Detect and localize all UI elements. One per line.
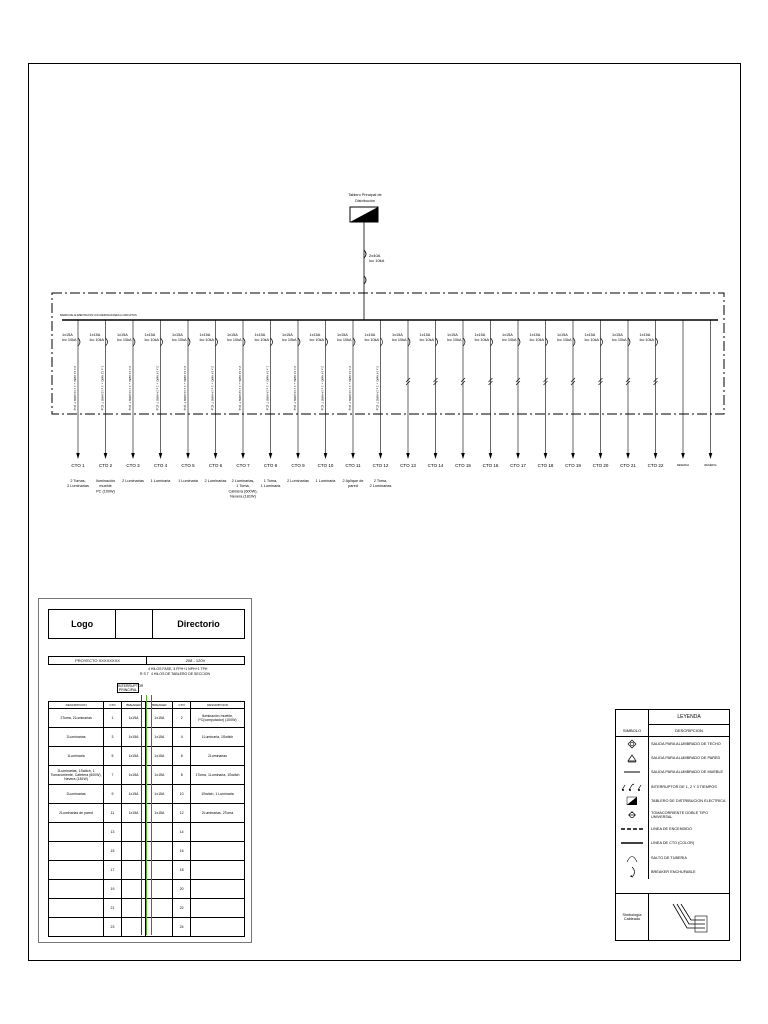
arrow-icon: [159, 453, 163, 459]
wire-spec: 2 x 12 AWG + 1 x 12 AWG T (Cu): [238, 366, 242, 411]
table-cell: 7: [104, 766, 122, 785]
circuit-description: 2 Toma,: [373, 479, 388, 483]
legend-description: LINEA DE CTO (COLOR): [651, 841, 695, 846]
circuit-description: 1 Luminaria: [178, 479, 198, 483]
table-cell: 13: [104, 823, 122, 842]
table-cell: [49, 842, 104, 861]
legend-description: INTERRUPTOR DE 1, 2 Y 3 TIEMPOS: [651, 784, 717, 789]
wire-spec: 2 x 14 AWG + 1 x 14 AWG T (Cu): [320, 366, 325, 411]
table-cell: [146, 899, 173, 918]
table-cell: CTO: [104, 702, 122, 709]
circuit-13: [392, 320, 416, 468]
circuit-description: 2 Luminarias,: [231, 479, 255, 483]
table-cell: [49, 880, 104, 899]
project-row: [48, 656, 245, 665]
arrow-icon: [406, 453, 410, 459]
breaker-icon: [78, 338, 80, 346]
directory-panel: [38, 598, 252, 943]
table-cell: [146, 823, 173, 842]
circuit-18: [530, 320, 554, 468]
legend-columns: [616, 725, 729, 737]
circuit-label: CTO 4: [153, 463, 168, 468]
furniture-light-icon: [616, 765, 649, 779]
arrow-icon: [76, 453, 80, 459]
panel-enclosure: [52, 293, 724, 414]
table-cell: 18: [173, 861, 191, 880]
table-cell: [121, 861, 146, 880]
table-cell: 2Luminarias de pared: [49, 804, 104, 823]
breaker-rating: 1x15A: [529, 333, 541, 337]
circuit-5: [172, 320, 199, 483]
legend-item: [616, 737, 729, 751]
table-cell: [190, 918, 244, 937]
arrow-icon: [489, 453, 493, 459]
legend-description: SALIDA PARA ALUMBRADO DE PARED: [651, 756, 721, 761]
table-cell: 1x15A: [121, 785, 146, 804]
legend-col-desc: DESCRIPCION: [675, 728, 703, 733]
circuit-label: CTO 13: [400, 463, 416, 468]
table-cell: 2: [173, 709, 191, 728]
table-cell: [49, 899, 104, 918]
circuit-description: Iluminación: [95, 479, 116, 483]
arrow-icon: [186, 453, 190, 459]
table-cell: [190, 899, 244, 918]
wiring-label: Simbología Cableado: [616, 894, 649, 940]
table-cell: 1Luminaria, 1Switch: [190, 728, 244, 747]
table-cell: 4: [173, 728, 191, 747]
circuit-description: Cafetera (600W),: [228, 489, 258, 494]
board-title-2: Distribución: [355, 199, 375, 203]
arrow-icon: [269, 453, 273, 459]
circuit-description: pared: [348, 484, 358, 489]
legend-description: SALIDA PARA ALUMBRADO DE MUEBLE: [651, 770, 724, 775]
wire-spec: 2 x 14 AWG + 1 x 14 AWG T (Cu): [348, 366, 352, 411]
circuit-23: [677, 320, 689, 467]
arrow-icon: [351, 453, 355, 459]
legend-description: SALIDA PARA ALUMBRADO DE TECHO: [651, 742, 721, 747]
arrow-icon: [516, 453, 520, 459]
breaker-rating: 1x15A: [474, 333, 486, 337]
table-cell: 1x15A: [146, 747, 173, 766]
breaker-rating: 1x15A: [392, 333, 403, 337]
table-cell: 1x15A: [146, 728, 173, 747]
phase-bar-s: [146, 695, 147, 935]
wire-spec: 2 x 14 AWG + 1 x 14 AWG T (Cu): [155, 366, 160, 411]
circuit-branches: [62, 320, 717, 499]
table-cell: 1x15A: [121, 766, 146, 785]
breaker-rating: 1x15A: [62, 333, 73, 337]
table-cell: 1: [104, 709, 122, 728]
legend-item: [616, 765, 729, 779]
legend-description: TOMACORRIENTE DOBLE TIPO UNIVERSAL: [651, 811, 709, 820]
table-cell: 1x15A: [121, 747, 146, 766]
spacer-cell: [116, 610, 153, 638]
table-cell: 1Luminaria: [49, 747, 104, 766]
legend-item: [616, 822, 729, 836]
breaker-rating: Icc 10kA: [309, 338, 325, 342]
legend-item: [616, 836, 729, 850]
table-cell: 6: [173, 747, 191, 766]
circuit-description: 1 Luminaria: [150, 479, 171, 483]
breaker-rating: 1x15A: [337, 333, 348, 337]
breaker-icon: [616, 865, 649, 879]
table-cell: [121, 899, 146, 918]
table-cell: Iluminación mueble, PC(computador) (100W): [190, 709, 244, 728]
table-cell: [49, 823, 104, 842]
legend-item: [616, 794, 729, 808]
breaker-rating: Icc 10kA: [364, 338, 380, 342]
legend-item: [616, 865, 729, 879]
table-cell: 17: [104, 861, 122, 880]
table-cell: [121, 823, 146, 842]
circuit-label: CTO 17: [510, 463, 526, 468]
circuit-20: [585, 320, 609, 468]
circuit-label: CTO 20: [592, 463, 609, 468]
circuit-label: CTO 7: [236, 463, 250, 468]
breaker-rating: 1x15A: [447, 333, 458, 337]
wall-light-icon: [616, 751, 649, 765]
circuit-10: [310, 320, 337, 483]
table-cell: 2Luminarias: [190, 747, 244, 766]
circuit-label: CTO 15: [455, 463, 471, 468]
table-cell: 2Luminarias: [49, 785, 104, 804]
main-breaker-icc: Icc 10kA: [369, 258, 385, 263]
table-cell: [49, 918, 104, 937]
arrow-icon: [131, 453, 135, 459]
breaker-rating: 1x15A: [282, 333, 293, 337]
circuit-17: [502, 320, 526, 468]
circuit-label: CTO 21: [620, 463, 636, 468]
wire-spec: 1 x 12 AWG + 1 x 12 AWG T (Cu): [100, 366, 105, 411]
busbar-note: BARRA DE ALIMENTACION CON DERIVACIONES A CIRCUITOS: [60, 314, 137, 317]
breaker-rating: 1x15A: [254, 333, 266, 337]
arrow-icon: [324, 453, 328, 459]
directory-header: [48, 609, 245, 639]
circuit-description: 2 Luminarias: [204, 479, 227, 483]
legend-description: BREAKER ENCHUFABLE: [651, 869, 696, 874]
circuit-16: [475, 320, 499, 468]
circuit-label: CTO 5: [181, 463, 195, 468]
circuit-description: PC (100W): [96, 489, 115, 494]
voltage: 208 - 120V: [185, 658, 206, 663]
circuit-label: CTO 3: [126, 463, 140, 468]
circuit-2: [90, 320, 116, 493]
table-cell: DESCRIPCION: [190, 702, 244, 709]
breaker-rating: Icc 10kA: [392, 338, 407, 342]
circuit-label: CTO 22: [647, 463, 664, 468]
circuit-4: [145, 320, 172, 483]
phase-note-1: 4 HILOS FASE, 3 FPH+1 NPH+1 TPH: [148, 667, 208, 671]
phases: R S T: [140, 672, 149, 676]
table-cell: 23: [104, 918, 122, 937]
circuit-19: [557, 320, 581, 468]
table-cell: [190, 842, 244, 861]
table-cell: [121, 880, 146, 899]
main-breaker-rating: 2x40A: [369, 253, 381, 258]
table-cell: 2Luminarias, 1Switch, 1 Tomacorriente, Cafetera (600W), Nevera (181W): [49, 766, 104, 785]
table-cell: 10: [173, 785, 191, 804]
project-name: PROYECTO XXXXXXXX: [49, 657, 147, 664]
table-cell: [190, 861, 244, 880]
circuit-label: CTO 6: [208, 463, 223, 468]
table-cell: 8: [173, 766, 191, 785]
wire-spec: 2 x 14 AWG + 1 x 14 AWG T (Cu): [210, 366, 215, 411]
ceiling-light-icon: [616, 737, 649, 751]
circuit-description: Nevera (181W): [230, 494, 256, 499]
wire-spec: 2 x 14 AWG + 1 x 14 AWG T (Cu): [73, 366, 77, 411]
arrow-icon: [379, 453, 383, 459]
legend-footer: [616, 893, 729, 940]
breaker-rating: 1x15A: [419, 333, 431, 337]
table-cell: [146, 861, 173, 880]
breaker-rating: Icc 10kA: [639, 338, 655, 342]
table-cell: CTO: [173, 702, 191, 709]
phase-bar-r: [141, 695, 142, 935]
breaker-rating: 1x15A: [144, 333, 156, 337]
interruptor-label: INTERRUPTOR PRINCIPAL: [118, 684, 144, 692]
legend-item: [616, 808, 729, 822]
breaker-rating: Icc 10kA: [502, 338, 517, 342]
arrow-icon: [626, 453, 630, 459]
arrow-icon: [571, 453, 575, 459]
table-cell: 1Switch, 1 Luminaria: [190, 785, 244, 804]
arrow-icon: [461, 453, 465, 459]
table-cell: BREAKER: [121, 702, 146, 709]
breaker-rating: Icc 10kA: [282, 338, 297, 342]
table-cell: 1x15A: [146, 785, 173, 804]
legend-item: [616, 751, 729, 765]
breaker-rating: 1x15A: [612, 333, 623, 337]
table-cell: 1x15A: [146, 804, 173, 823]
breaker-rating: 1x15A: [117, 333, 128, 337]
wire-spec: 1 x 14 AWG + 1 x 14 AWG T (Cu): [265, 366, 270, 411]
circuit-22: [640, 320, 664, 468]
breaker-rating: Icc 10kA: [172, 338, 187, 342]
table-cell: 1x15A: [146, 766, 173, 785]
breaker-rating: 1x15A: [584, 333, 596, 337]
breaker-rating: 1x15A: [199, 333, 211, 337]
table-cell: [49, 861, 104, 880]
breaker-rating: Icc 10kA: [337, 338, 352, 342]
table-cell: 16: [173, 842, 191, 861]
breaker-rating: 1x15A: [639, 333, 651, 337]
circuit-label: CTO 10: [317, 463, 334, 468]
circuit-label: CTO 2: [98, 463, 113, 468]
circuit-description: 2 Luminarias: [287, 479, 309, 483]
table-cell: 15: [104, 842, 122, 861]
wire-spec: 2 x 14 AWG + 1 x 14 AWG T (Cu): [128, 366, 132, 411]
circuit-24: [704, 320, 716, 467]
circuit-label: CTO 14: [427, 463, 444, 468]
breaker-rating: Icc 10kA: [62, 338, 77, 342]
circuit-label: CTO 18: [537, 463, 554, 468]
arrow-icon: [104, 453, 108, 459]
table-cell: BREAKER: [146, 702, 173, 709]
breaker-rating: 1x15A: [557, 333, 568, 337]
panel-icon: [616, 794, 649, 808]
circuit-label: CTO 8: [263, 463, 278, 468]
pipe-jump-icon: [616, 851, 649, 865]
table-cell: [146, 918, 173, 937]
table-cell: 22: [173, 899, 191, 918]
directory-title: Directorio: [177, 619, 220, 629]
legend-description: SALTO DE TUBERIA: [651, 855, 687, 860]
circuit-description: 1 Toma,: [263, 479, 278, 483]
breaker-rating: 1x15A: [227, 333, 238, 337]
circuit-description: 2 Luminarias: [122, 479, 144, 483]
circuit-11: [337, 320, 363, 488]
breaker-rating: 1x15A: [89, 333, 101, 337]
circuit-label: RESERVA: [676, 464, 690, 467]
table-cell: 20: [173, 880, 191, 899]
wire-spec: 2 x 14 AWG + 1 x 14 AWG T (Cu): [375, 366, 380, 411]
circuit-description: 1 Toma,: [236, 484, 250, 489]
table-cell: 14: [173, 823, 191, 842]
switch-line-icon: [616, 822, 649, 836]
table-cell: 5: [104, 747, 122, 766]
breaker-rating: Icc 10kA: [612, 338, 627, 342]
table-cell: 1x15A: [121, 709, 146, 728]
arrow-icon: [599, 453, 603, 459]
legend-description: TABLERO DE DISTRIBUCION ELECTRICA: [651, 798, 726, 803]
circuit-21: [612, 320, 636, 468]
circuit-label: CTO 1: [71, 463, 85, 468]
table-cell: 19: [104, 880, 122, 899]
table-cell: 1Toma, 1Luminaria, 1Switch: [190, 766, 244, 785]
circuit-description: 2 Tomas,: [70, 479, 86, 483]
arrow-icon: [241, 453, 245, 459]
circuit-line-icon: [616, 836, 649, 850]
wiring-symbol-icon: [649, 894, 729, 940]
circuit-12: [365, 320, 392, 488]
breaker-rating: Icc 10kA: [227, 338, 242, 342]
legend-panel: [615, 709, 730, 941]
table-cell: 3: [104, 728, 122, 747]
breaker-rating: Icc 10kA: [117, 338, 132, 342]
circuit-9: [282, 320, 309, 483]
table-cell: 1x15A: [121, 804, 146, 823]
arrow-icon: [709, 453, 713, 459]
circuit-description: 1 Luminaria: [315, 479, 336, 483]
table-cell: 21: [104, 899, 122, 918]
circuit-label: CTO 16: [482, 463, 499, 468]
legend-col-symbol: SIMBOLO: [616, 725, 649, 736]
breaker-rating: Icc 10kA: [254, 338, 270, 342]
arrow-icon: [214, 453, 218, 459]
arrow-icon: [296, 453, 300, 459]
breaker-rating: Icc 10kA: [529, 338, 545, 342]
breaker-icon: [106, 338, 108, 346]
breaker-rating: 1x15A: [364, 333, 376, 337]
wire-spec: 2 x 14 AWG + 1 x 14 AWG T (Cu): [293, 366, 297, 411]
circuit-label: CTO 19: [565, 463, 581, 468]
table-cell: [190, 880, 244, 899]
legend-item: [616, 780, 729, 794]
legend-item: [616, 851, 729, 865]
arrow-icon: [544, 453, 548, 459]
circuit-description: 2 Luminarias: [67, 484, 89, 489]
table-cell: 9: [104, 785, 122, 804]
breaker-rating: 1x15A: [502, 333, 513, 337]
table-cell: [146, 842, 173, 861]
circuit-description: 2 Aplique de: [342, 479, 364, 483]
circuit-label: RESERVA: [704, 464, 717, 467]
circuit-1: [62, 320, 89, 488]
breaker-rating: Icc 10kA: [447, 338, 462, 342]
table-cell: DESCRIPCION: [49, 702, 104, 709]
circuit-7: [227, 320, 258, 499]
circuit-description: 2 Luminarias: [369, 484, 392, 489]
circuit-label: CTO 12: [372, 463, 389, 468]
circuit-6: [200, 320, 227, 483]
breaker-rating: Icc 10kA: [144, 338, 160, 342]
table-cell: 11: [104, 804, 122, 823]
arrow-icon: [654, 453, 658, 459]
breaker-rating: Icc 10kA: [199, 338, 215, 342]
breaker-rating: Icc 10kA: [474, 338, 490, 342]
switch-icon: [616, 780, 649, 794]
table-cell: 2Toma, 2Luminarias: [49, 709, 104, 728]
circuit-label: CTO 9: [291, 463, 305, 468]
breaker-rating: Icc 10kA: [89, 338, 105, 342]
table-cell: 2Luminarias, 2Toma: [190, 804, 244, 823]
circuit-description: 1 Luminaria: [260, 484, 281, 489]
circuit-8: [255, 320, 282, 488]
circuit-label: CTO 11: [345, 463, 361, 468]
board-title-1: Tablero Principal de: [348, 193, 382, 197]
arrow-icon: [434, 453, 438, 459]
table-cell: [146, 880, 173, 899]
table-cell: [190, 823, 244, 842]
legend-title: LEYENDA: [648, 710, 729, 725]
table-cell: 1x15A: [121, 728, 146, 747]
circuit-3: [117, 320, 144, 483]
table-cell: [121, 918, 146, 937]
breaker-rating: Icc 10kA: [584, 338, 600, 342]
wire-spec: 2 x 14 AWG + 1 x 14 AWG T (Cu): [183, 366, 187, 411]
legend-rows: [616, 737, 729, 879]
outlet-icon: [616, 808, 649, 822]
phase-bar-t: [151, 695, 152, 935]
circuit-14: [420, 320, 444, 468]
table-cell: 24: [173, 918, 191, 937]
phase-note-2: 4 HILOS DE TABLERO DE SECCION: [151, 672, 210, 676]
circuit-15: [447, 320, 471, 468]
breaker-rating: 1x15A: [309, 333, 321, 337]
table-cell: [121, 842, 146, 861]
logo-cell: Logo: [49, 610, 116, 638]
breaker-rating: Icc 10kA: [419, 338, 435, 342]
table-cell: 2Luminarias: [49, 728, 104, 747]
breaker-rating: 1x15A: [172, 333, 183, 337]
table-cell: 1x15A: [146, 709, 173, 728]
arrow-icon: [681, 453, 685, 459]
legend-description: LINEA DE ENCENDIDO: [651, 827, 692, 832]
main-panel-icon: [350, 207, 378, 222]
breaker-rating: Icc 10kA: [557, 338, 572, 342]
table-cell: 12: [173, 804, 191, 823]
circuit-description: mueble: [99, 484, 112, 489]
